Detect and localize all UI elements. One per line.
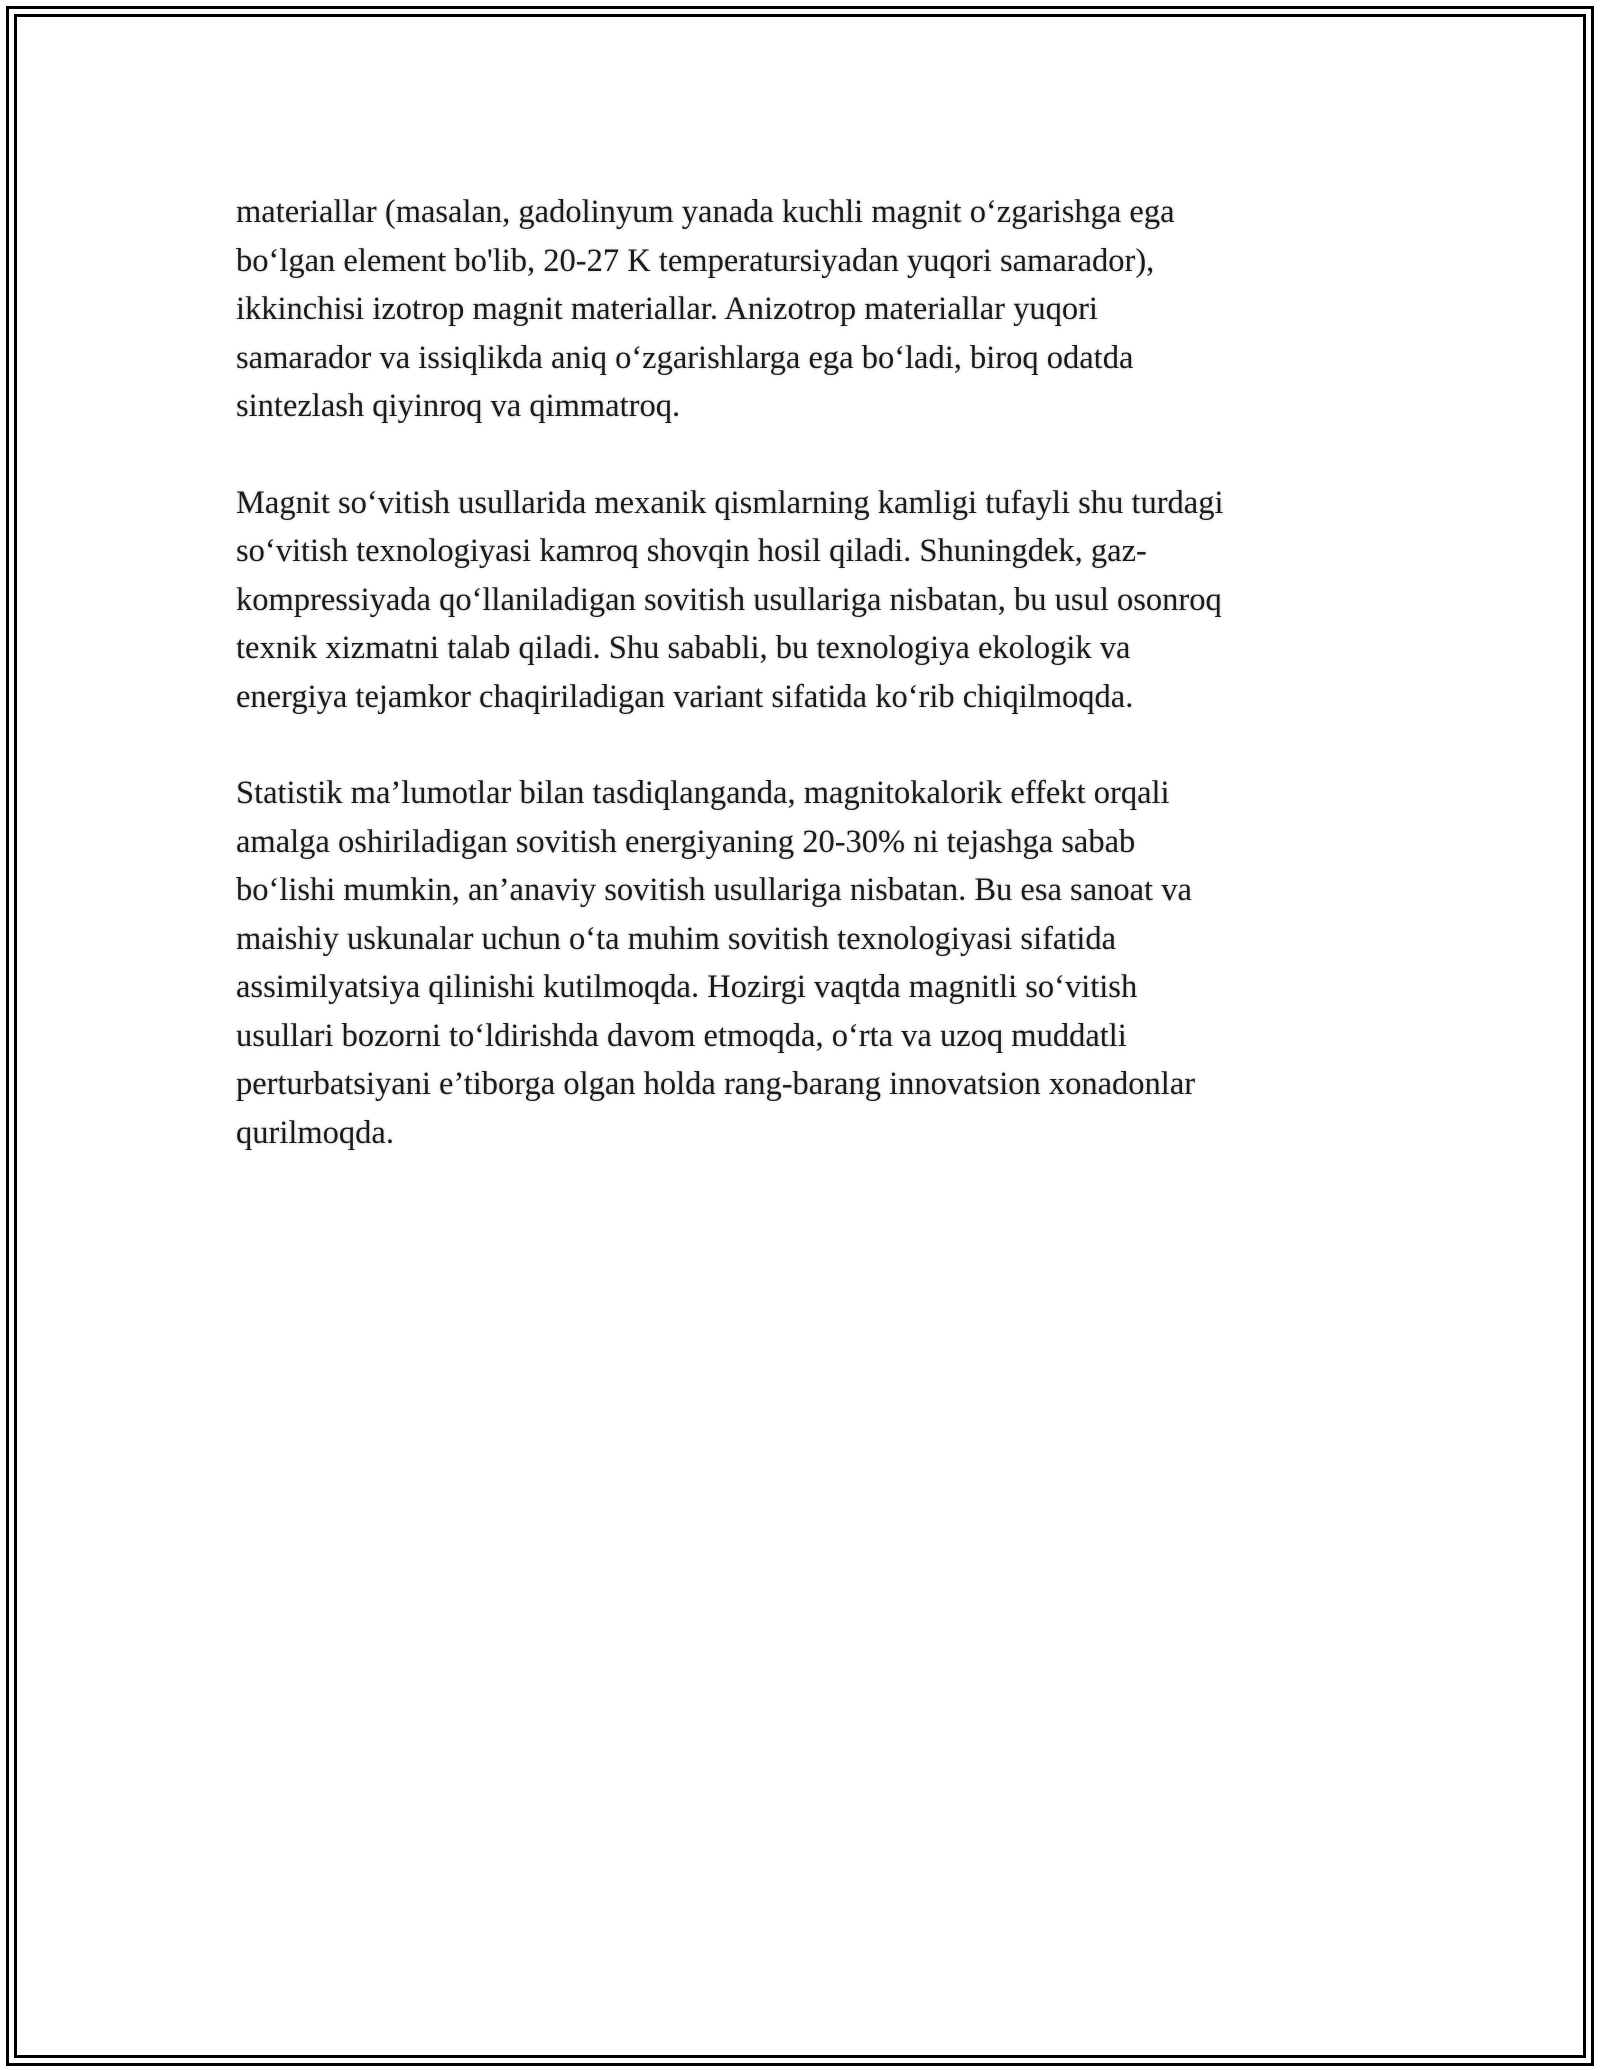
paragraph-3: Statistik ma’lumotlar bilan tasdiqlanganda, magnitokalorik effekt orqali amalga oshiriladigan sovitish energiyaning 20-30% ni tejashga sabab bo‘lishi mumkin, an’anaviy sovitish usullariga nisbatan. Bu esa sanoat va maishiy uskunalar uchun o‘ta muhim sovitish texnologiyasi sifatida assimilyatsiya qilinishi kutilmoqda. Hozirgi vaqtda magnitli so‘vitish usullari bozorni to‘ldirishda davom etmoqda, o‘rta va uzoq muddatli perturbatsiyani e’tiborga olgan holda rang-barang innovatsion xonadonlar qurilmoqda. — [236, 775, 1196, 1151]
document-body — [236, 188, 1366, 1205]
paragraph-1: materiallar (masalan, gadolinyum yanada kuchli magnit o‘zgarishga ega bo‘lgan element bo'lib, 20-27 K temperatursiyadan yuqori samarador), ikkinchisi izotrop magnit materiallar. Anizotrop materiallar yuqori samarador va issiqlikda aniq o‘zgarishlarga ega bo‘ladi, biroq odatda sintezlash qiyinroq va qimmatroq. — [236, 194, 1175, 424]
paragraph-2: Magnit so‘vitish usullarida mexanik qismlarning kamligi tufayli shu turdagi so‘vitish texnologiyasi kamroq shovqin hosil qiladi. Shuningdek, gaz- kompressiyada qo‘llaniladigan sovitish usullariga nisbatan, bu usul osonroq texnik xizmatni talab qiladi. Shu sababli, bu texnologiya ekologik va energiya tejamkor chaqiriladigan variant sifatida ko‘rib chiqilmoqda. — [236, 484, 1224, 715]
